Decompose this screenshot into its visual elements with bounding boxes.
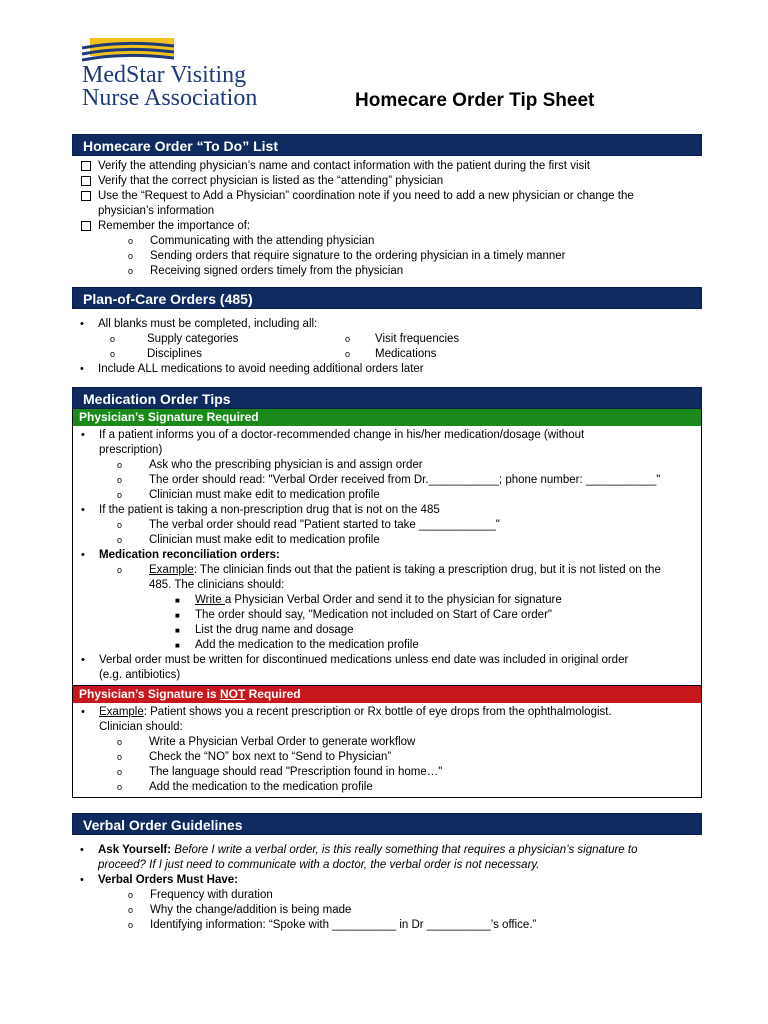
bullet-icon: • [81,549,85,561]
med-item: • Medication reconciliation orders: [81,549,280,561]
poc-item: • Include ALL medications to avoid needing additional orders later [80,363,424,375]
bullet-icon: • [80,844,84,856]
medication-heading: Medication Order Tips [72,387,702,409]
checkbox-icon[interactable] [81,161,91,171]
bullet-icon: • [81,654,85,666]
circle-bullet-icon: o [117,565,123,575]
square-bullet-icon: ■ [175,641,180,650]
signature-not-required-bar: Physician’s Signature is NOT Required [72,686,702,703]
circle-bullet-icon: o [117,767,123,777]
bullet-icon: • [80,363,84,375]
medication-section [72,387,702,798]
poc-item: • All blanks must be completed, including all: [80,318,318,330]
med-item-continued: (e.g. antibiotics) [99,669,181,681]
poc-columns-row [72,347,702,362]
circle-bullet-icon: o [128,266,134,276]
circle-bullet-icon: o [345,334,351,344]
document-title: Homecare Order Tip Sheet [355,90,595,111]
square-bullet-icon: ■ [175,596,180,605]
circle-bullet-icon: o [128,236,134,246]
logo-text [82,64,257,110]
med-item: • If a patient informs you of a doctor-recommended change in his/her medication/dosage (without [81,429,585,441]
poc-heading: Plan-of-Care Orders (485) [72,287,702,309]
circle-bullet-icon: o [345,349,351,359]
med-step: ■ Add the medication to the medication profile [175,639,419,651]
todo-section [72,134,702,279]
todo-item: Verify the attending physician’s name and contact information with the patient during the first visit [72,159,702,174]
circle-bullet-icon: o [110,349,116,359]
med-item-continued: prescription) [99,444,163,456]
signature-required-box [72,426,702,686]
med-subitem: o Clinician must make edit to medication profile [117,534,380,546]
circle-bullet-icon: o [128,251,134,261]
med-subitem: o Example: The clinician finds out that the patient is taking a prescription drug, but it is not listed on the [117,564,661,576]
verbal-subitem: o Frequency with duration [128,889,273,901]
circle-bullet-icon: o [117,520,123,530]
verbal-list [72,835,702,933]
todo-subitem: o Sending orders that require signature to the ordering physician in a timely manner [128,250,566,262]
todo-item: Use the “Request to Add a Physician” coordination note if you need to add a new physician or change the [72,189,702,204]
square-bullet-icon: ■ [175,611,180,620]
todo-list [72,156,702,279]
verbal-subitem: o Why the change/addition is being made [128,904,352,916]
todo-item-continued: physician’s information [98,205,215,217]
bullet-icon: • [81,706,85,718]
circle-bullet-icon: o [117,535,123,545]
circle-bullet-icon: o [117,475,123,485]
poc-list [72,309,702,377]
med-item: • If the patient is taking a non-prescription drug that is not on the 485 [81,504,440,516]
bullet-icon: • [80,318,84,330]
circle-bullet-icon: o [128,890,134,900]
todo-heading: Homecare Order “To Do” List [72,134,702,156]
med-subitem: o Write a Physician Verbal Order to generate workflow [117,736,416,748]
todo-subitem: o Communicating with the attending physician [128,235,375,247]
bullet-icon: • [81,429,85,441]
med-subitem: o Ask who the prescribing physician is and assign order [117,459,423,471]
med-subitem: o Clinician must make edit to medication profile [117,489,380,501]
poc-col-a-item: o Disciplines [110,348,202,360]
poc-col-b-item: o Medications [345,348,437,360]
med-step: ■ The order should say, "Medication not included on Start of Care order" [175,609,552,621]
poc-columns-row [72,332,702,347]
signature-not-required-box [72,703,702,798]
poc-section [72,287,702,377]
med-subitem: o The language should read "Prescription found in home…" [117,766,443,778]
todo-subitem: o Receiving signed orders timely from the physician [128,265,404,277]
verbal-heading: Verbal Order Guidelines [72,813,702,835]
med-subitem: o Check the “NO” box next to “Send to Physician” [117,751,392,763]
med-step: ■ List the drug name and dosage [175,624,354,636]
med-subitem: o The order should read: "Verbal Order received from Dr.___________; phone number: ___________" [117,474,661,486]
square-bullet-icon: ■ [175,626,180,635]
circle-bullet-icon: o [117,782,123,792]
med-item-continued: Clinician should: [99,721,183,733]
verbal-item: • Ask Yourself: Before I write a verbal order, is this really something that requires a physician’s signature to [80,844,638,856]
todo-item: Verify that the correct physician is listed as the “attending” physician [72,174,702,189]
checkbox-icon[interactable] [81,221,91,231]
circle-bullet-icon: o [117,490,123,500]
circle-bullet-icon: o [117,752,123,762]
circle-bullet-icon: o [117,737,123,747]
verbal-section [72,813,702,933]
checkbox-icon[interactable] [81,176,91,186]
poc-col-a-item: o Supply categories [110,333,239,345]
signature-required-bar: Physician’s Signature Required [72,409,702,426]
med-subitem: o The verbal order should read "Patient started to take ____________" [117,519,500,531]
checkbox-icon[interactable] [81,191,91,201]
logo-line-2: Nurse Association [82,85,258,111]
bullet-icon: • [80,874,84,886]
circle-bullet-icon: o [117,460,123,470]
verbal-item: • Verbal Orders Must Have: [80,874,238,886]
verbal-subitem: o Identifying information: “Spoke with __________ in Dr __________’s office.” [128,919,537,931]
poc-col-b-item: o Visit frequencies [345,333,460,345]
todo-item: Remember the importance of: [72,219,702,234]
med-subitem: o Add the medication to the medication profile [117,781,373,793]
med-subitem-continued: 485. The clinicians should: [149,579,285,591]
med-step: ■ Write a Physician Verbal Order and send it to the physician for signature [175,594,562,606]
med-item: • Verbal order must be written for discontinued medications unless end date was included in original order [81,654,629,666]
circle-bullet-icon: o [128,920,134,930]
verbal-item-continued: proceed? If I just need to communicate with a doctor, the verbal order is not necessary. [98,859,540,871]
circle-bullet-icon: o [110,334,116,344]
logo-line-1: MedStar Visiting [82,62,247,88]
bullet-icon: • [81,504,85,516]
circle-bullet-icon: o [128,905,134,915]
med-item: • Example: Patient shows you a recent prescription or Rx bottle of eye drops from the ophthalmologist. [81,706,612,718]
